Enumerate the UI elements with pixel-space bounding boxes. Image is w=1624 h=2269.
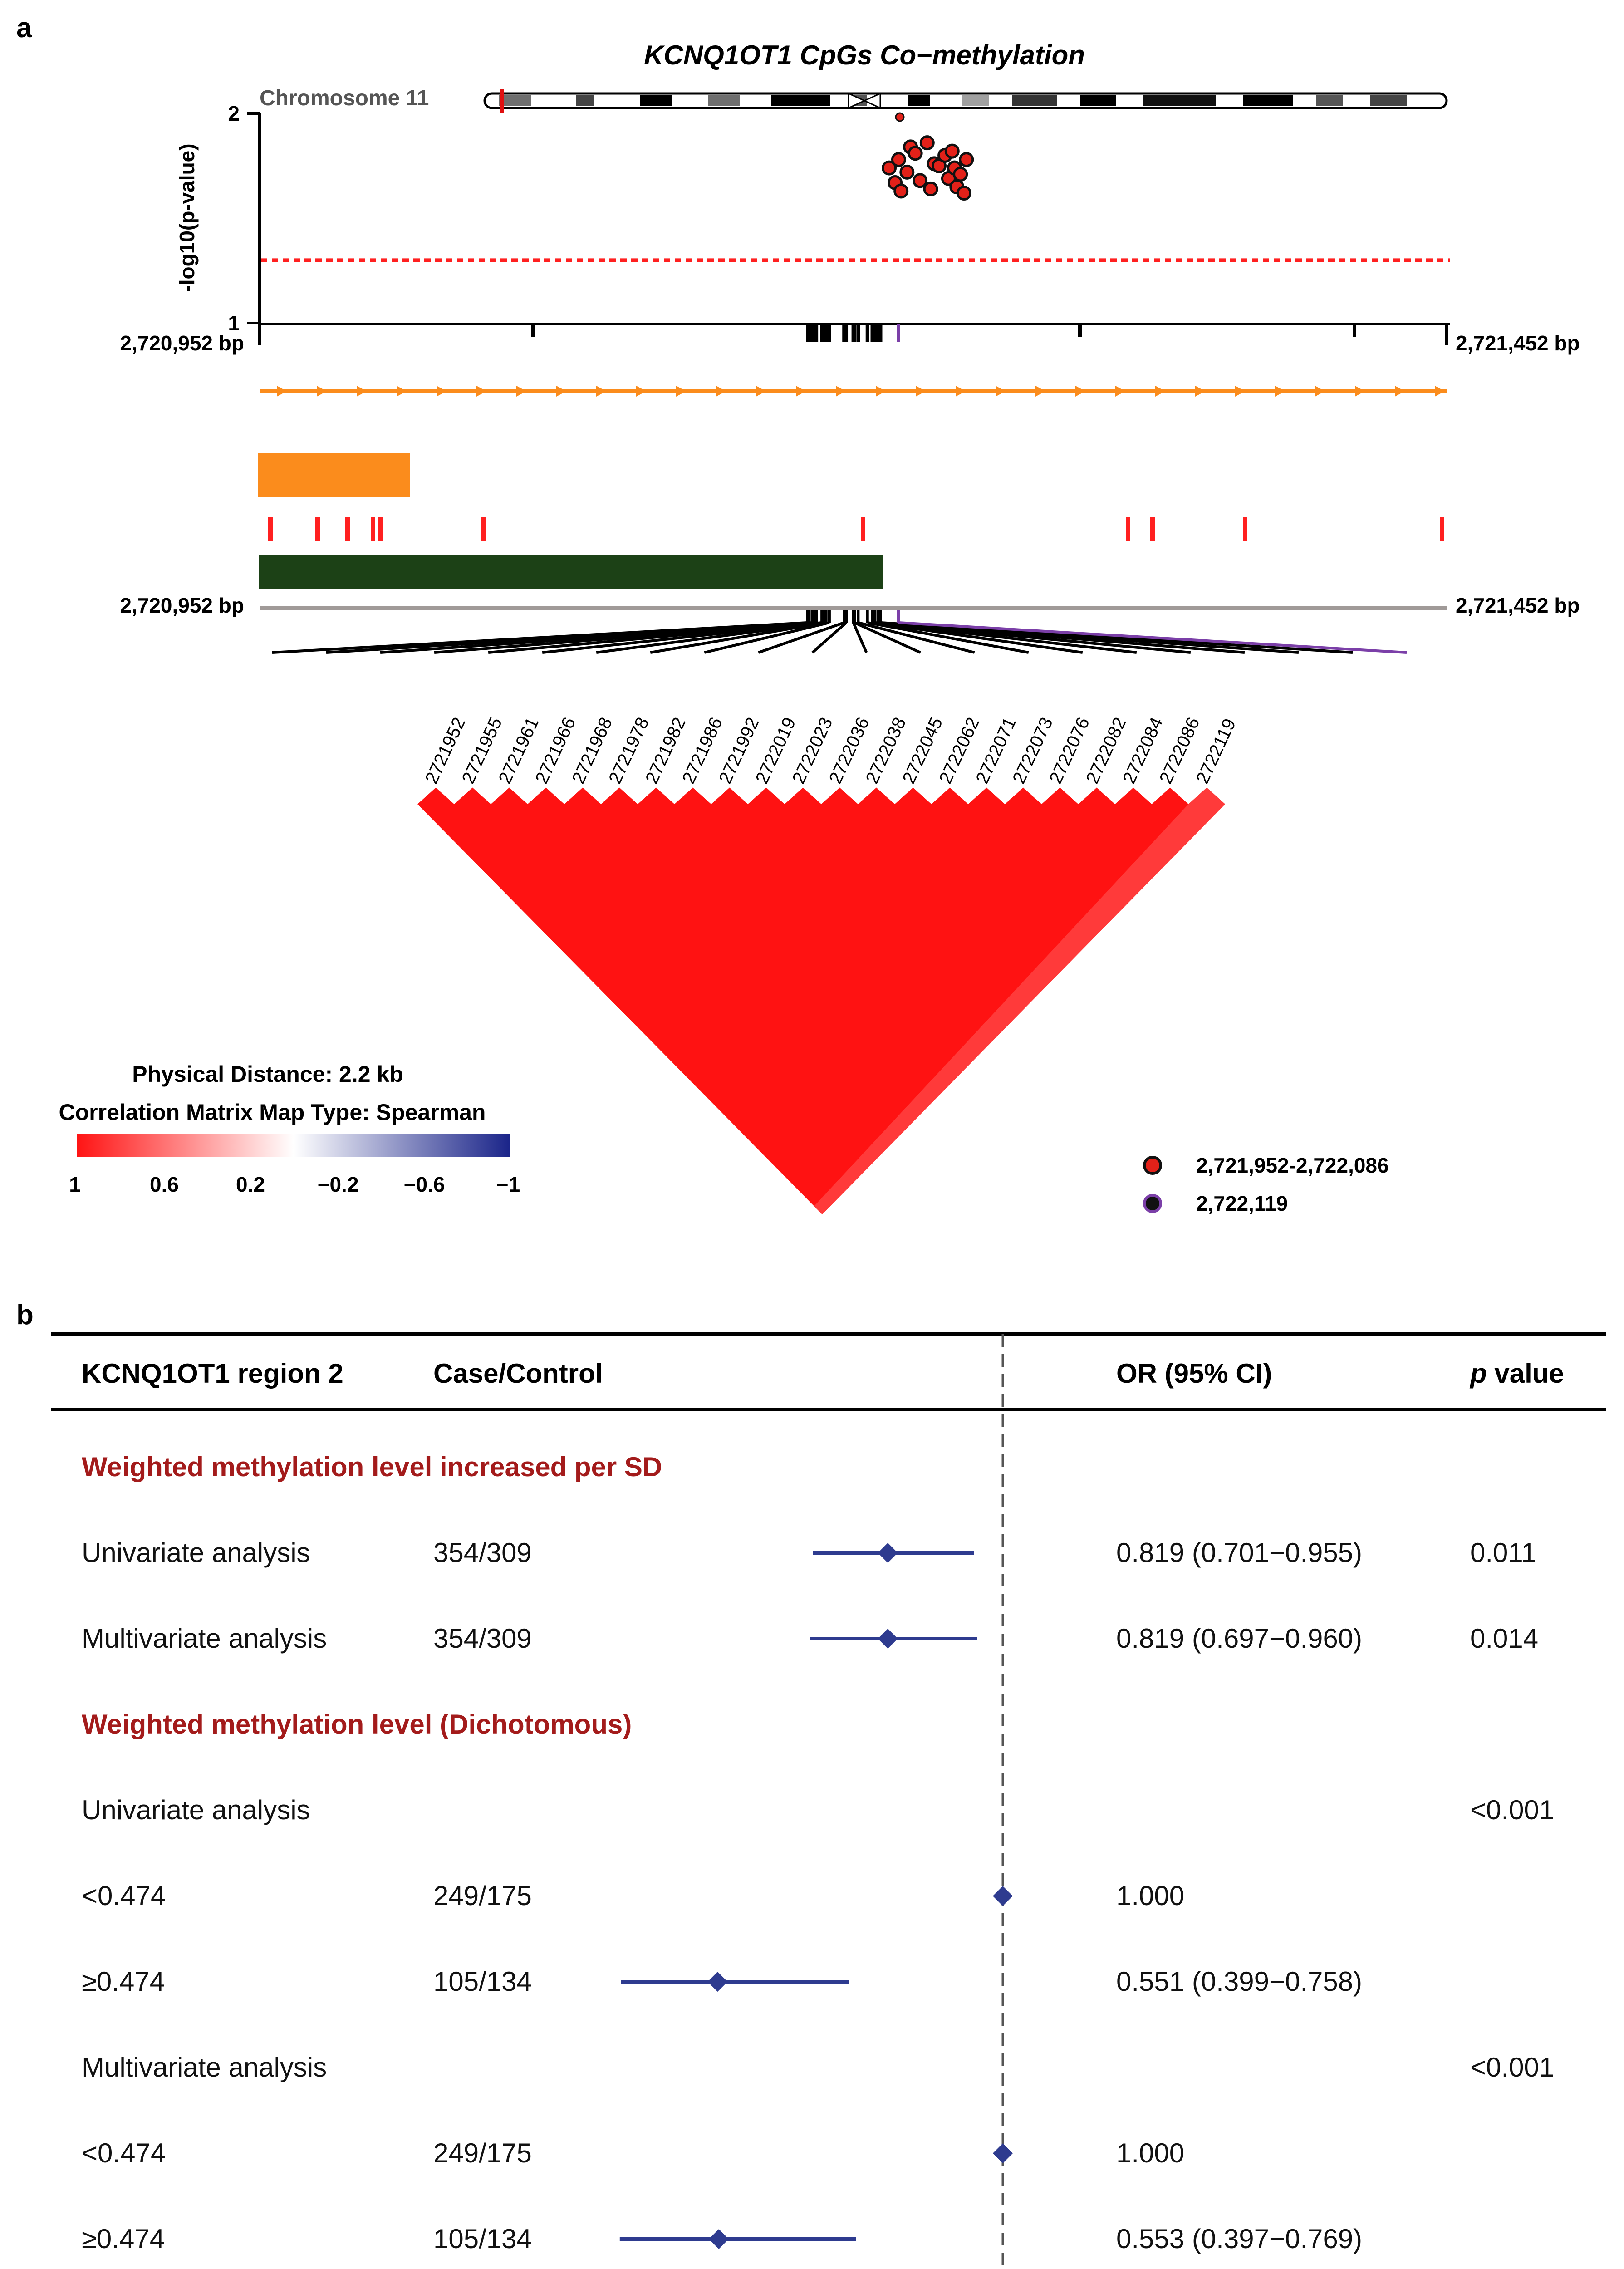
section-heading: Weighted methylation level increased per SD [82, 1452, 662, 1482]
matrix-type-text: Correlation Matrix Map Type: Spearman [59, 1100, 486, 1125]
scatter-point-18 [954, 168, 967, 181]
transcript-arrow-12 [716, 386, 726, 397]
chromosome-label: Chromosome 11 [260, 86, 429, 110]
scatter-point-19 [957, 187, 970, 200]
cpg-label-2721992: 2721992 [715, 714, 763, 787]
transcript-arrow-21 [1075, 386, 1085, 397]
scatter-point-15 [946, 145, 958, 157]
row-or-ci: 1.000 [1116, 2138, 1185, 2168]
connector-lines [272, 610, 1407, 653]
heatmap-triangle [417, 788, 1225, 1214]
row-label: Univariate analysis [82, 1795, 310, 1825]
red-tick-2 [315, 517, 320, 541]
cpg-site-labels [422, 714, 1240, 787]
cpg-label-2722036: 2722036 [825, 714, 873, 787]
row-label: Multivariate analysis [82, 1623, 327, 1654]
row-case-control: 105/134 [433, 1966, 532, 1997]
colorbar [77, 1134, 510, 1157]
scatter-point-4 [895, 185, 908, 197]
forest-row-1 [82, 1452, 662, 1482]
transcript-arrow-16 [876, 386, 886, 397]
cpg-label-2722019: 2722019 [751, 714, 800, 787]
cpg-label-2722084: 2722084 [1119, 714, 1167, 787]
legend-marker-purple [1144, 1195, 1161, 1212]
or-marker [993, 1886, 1013, 1906]
transcript-arrow-6 [476, 386, 486, 397]
x-end-label: 2,721,452 bp [1456, 331, 1580, 355]
colorbar-tick-1: 1 [69, 1173, 81, 1196]
red-tick-1 [268, 517, 273, 541]
transcript-arrow-11 [676, 386, 686, 397]
scatter-point-10 [924, 182, 937, 195]
chart-title: KCNQ1OT1 CpGs Co−methylation [644, 40, 1085, 70]
x-start-label: 2,720,952 bp [120, 331, 244, 355]
header-region: KCNQ1OT1 region 2 [82, 1358, 343, 1389]
cpg-rug-2721986 [824, 324, 828, 342]
transcript-arrow-2 [317, 386, 327, 397]
row-label: <0.474 [82, 2138, 166, 2168]
or-marker [707, 1972, 727, 1992]
red-tick-4 [371, 517, 375, 541]
colorbar-tick-4: −0.2 [317, 1173, 359, 1196]
cpg-rug-2722023 [844, 324, 848, 342]
forest-row-6 [82, 1881, 1184, 1911]
green-feature-block [259, 555, 883, 589]
cpg-label-2722076: 2722076 [1045, 714, 1094, 787]
transcript-arrow-8 [556, 386, 566, 397]
transcript-arrow-17 [916, 386, 926, 397]
annotation-tracks [120, 386, 1580, 653]
scatter-plot [120, 102, 1580, 355]
forest-row-5 [82, 1795, 1554, 1825]
header-or: OR (95% CI) [1116, 1358, 1272, 1389]
row-p-value: <0.001 [1470, 2052, 1555, 2082]
row-case-control: 354/309 [433, 1537, 532, 1568]
transcript-arrow-19 [996, 386, 1006, 397]
transcript-arrow-22 [1115, 386, 1125, 397]
cpg-rug-2721992 [828, 324, 831, 342]
cpg-label-2721961: 2721961 [495, 714, 543, 787]
transcript-arrow-9 [596, 386, 606, 397]
transcript-arrow-15 [836, 386, 846, 397]
row-p-value: 0.011 [1470, 1537, 1536, 1568]
row-label: ≥0.474 [82, 2224, 165, 2254]
red-tick-5 [378, 517, 383, 541]
transcript-arrow-4 [397, 386, 407, 397]
red-tick-6 [481, 517, 486, 541]
red-tick-11 [1440, 517, 1444, 541]
scatter-point-20 [960, 153, 973, 166]
cpg-site-ticks [268, 517, 1444, 541]
scatter-point-7 [909, 147, 922, 160]
panel-b-label: b [16, 1299, 34, 1331]
or-marker [993, 2143, 1013, 2163]
scatter-point-5 [901, 166, 913, 178]
cpg-label-2721955: 2721955 [458, 714, 506, 787]
cpg-rug [806, 324, 900, 342]
or-marker [709, 2229, 729, 2249]
forest-row-4 [82, 1709, 632, 1739]
section-heading: Weighted methylation level (Dichotomous) [82, 1709, 632, 1739]
cpg-label-2721968: 2721968 [568, 714, 617, 787]
transcript-arrow-5 [437, 386, 446, 397]
forest-row-2 [82, 1537, 1536, 1568]
legend-label-2: 2,722,119 [1196, 1192, 1288, 1215]
row-case-control: 354/309 [433, 1623, 532, 1654]
cpg-label-2722062: 2722062 [935, 714, 984, 787]
cpg-label-2721952: 2721952 [421, 714, 470, 787]
forest-row-8 [82, 2052, 1554, 2082]
cpg-label-2722086: 2722086 [1155, 714, 1204, 787]
row-case-control: 249/175 [433, 2138, 532, 2168]
cpg-label-2722038: 2722038 [862, 714, 910, 787]
forest-row-7 [82, 1966, 1362, 1997]
cpg-label-2722119: 2722119 [1192, 715, 1240, 787]
transcript-arrow-28 [1355, 386, 1365, 397]
cpg-rug-2722086 [878, 324, 882, 342]
cpg-label-2722073: 2722073 [1009, 714, 1057, 787]
colorbar-tick-3: 0.2 [236, 1173, 265, 1196]
red-tick-10 [1243, 517, 1247, 541]
cpg-label-2721982: 2721982 [642, 714, 690, 787]
row-or-ci: 1.000 [1116, 1881, 1185, 1911]
red-tick-7 [861, 517, 865, 541]
colorbar-ticks [69, 1173, 520, 1196]
row-label: Univariate analysis [82, 1537, 310, 1568]
y-tick-1: 1 [228, 311, 240, 335]
forest-rows [82, 1452, 1554, 2254]
red-tick-3 [345, 517, 350, 541]
scatter-point-3 [892, 153, 905, 166]
scatter-points [883, 137, 973, 200]
cpg-label-2722082: 2722082 [1082, 714, 1130, 787]
correlation-heatmap [417, 788, 1225, 1214]
scatter-point-9 [921, 137, 933, 149]
transcript-arrow-20 [1035, 386, 1045, 397]
or-marker [878, 1543, 898, 1563]
red-tick-8 [1126, 517, 1130, 541]
track-start-label: 2,720,952 bp [120, 594, 244, 617]
point-legend [1144, 1154, 1389, 1215]
transcript-arrow-3 [357, 386, 367, 397]
legend-label-1: 2,721,952-2,722,086 [1196, 1154, 1389, 1177]
transcript-arrow-18 [956, 386, 966, 397]
distance-text: Physical Distance: 2.2 kb [132, 1061, 403, 1087]
transcript-arrow-29 [1395, 386, 1405, 397]
cpg-label-2721978: 2721978 [605, 714, 653, 787]
header-case-control: Case/Control [433, 1358, 603, 1389]
cpg-label-2722023: 2722023 [788, 714, 837, 787]
row-label: ≥0.474 [82, 1966, 165, 1997]
track-end-label: 2,721,452 bp [1456, 594, 1580, 617]
transcript-arrow-26 [1275, 386, 1285, 397]
cpg-label-2722071: 2722071 [972, 714, 1021, 787]
or-marker [878, 1629, 898, 1649]
cpg-label-2721966: 2721966 [531, 714, 580, 787]
row-p-value: <0.001 [1470, 1795, 1555, 1825]
cpg-rug-2721968 [814, 324, 818, 342]
cpg-rug-2721955 [808, 324, 811, 342]
forest-row-10 [82, 2224, 1362, 2254]
row-or-ci: 0.551 (0.399−0.758) [1116, 1966, 1363, 1997]
legend-marker-red [1144, 1157, 1161, 1174]
transcript-arrow-7 [516, 386, 526, 397]
red-tick-9 [1150, 517, 1155, 541]
colorbar-tick-2: 0.6 [150, 1173, 179, 1196]
cpg-rug-2722045 [856, 324, 860, 342]
colorbar-tick-6: −1 [496, 1173, 520, 1196]
transcript-arrow-10 [636, 386, 646, 397]
y-tick-2: 2 [228, 102, 240, 125]
transcript-arrow-30 [1435, 386, 1445, 397]
transcript-arrow-25 [1235, 386, 1245, 397]
y-axis-label: -log10(p-value) [175, 143, 199, 292]
transcript-arrow-24 [1195, 386, 1205, 397]
cpg-label-2721986: 2721986 [678, 714, 726, 787]
cpg-rug-2722038 [853, 324, 856, 342]
transcript-arrow-23 [1155, 386, 1165, 397]
colorbar-tick-5: −0.6 [403, 1173, 445, 1196]
transcript-arrow-27 [1315, 386, 1325, 397]
forest-row-9 [82, 2138, 1184, 2168]
row-or-ci: 0.819 (0.701−0.955) [1116, 1537, 1363, 1568]
transcript-arrow-1 [277, 386, 287, 397]
header-p-value: p value [1470, 1358, 1564, 1389]
panel-a-label: a [16, 12, 32, 44]
cpg-rug-2722076 [873, 324, 877, 342]
cpg-rug-2722119 [897, 324, 900, 342]
row-p-value: 0.014 [1470, 1623, 1539, 1654]
transcript-arrow-14 [796, 386, 806, 397]
row-or-ci: 0.819 (0.697−0.960) [1116, 1623, 1363, 1654]
row-case-control: 249/175 [433, 1881, 532, 1911]
row-label: Multivariate analysis [82, 2052, 327, 2082]
cpg-rug-2722062 [866, 324, 869, 342]
row-or-ci: 0.553 (0.397−0.769) [1116, 2224, 1363, 2254]
colorbar-legend [59, 1061, 520, 1196]
cpg-label-2722045: 2722045 [898, 714, 947, 787]
transcript-arrow-13 [756, 386, 766, 397]
chromosome-ideogram [260, 86, 1447, 121]
orange-feature-block [258, 453, 410, 497]
forest-row-3 [82, 1623, 1538, 1654]
row-label: <0.474 [82, 1881, 166, 1911]
row-case-control: 105/134 [433, 2224, 532, 2254]
